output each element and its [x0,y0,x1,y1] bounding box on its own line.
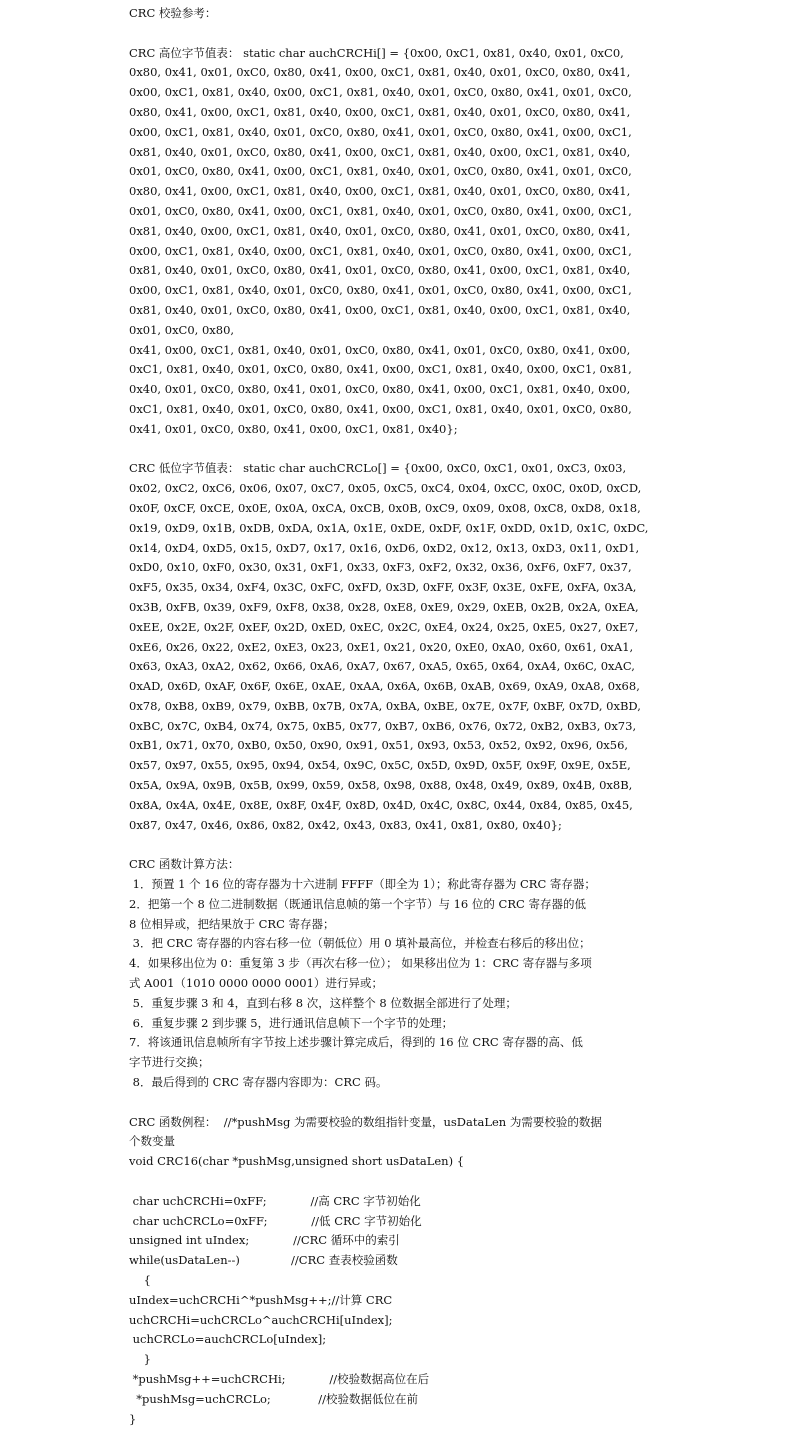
document-title: CRC 校验参考： [129,6,217,20]
method-line: 3．把 CRC 寄存器的内容右移一位（朝低位）用 0 填补最高位，并检查右移后的移出位； [129,936,591,951]
code-line: void CRC16(char *pushMsg,unsigned short usDataLen) { [129,1154,465,1169]
code-line: 0x41, 0x00, 0xC1, 0x81, 0x40, 0x01, 0xC0, 0x80, 0x41, 0x01, 0xC0, 0x80, 0x41, 0x00, [129,342,631,357]
code-line: char uchCRCLo=0xFF; //低 CRC 字节初始化 [129,1213,422,1228]
code-line: 0x78, 0xB8, 0xB9, 0x79, 0xBB, 0x7B, 0x7A, 0xBA, 0xBE, 0x7E, 0x7F, 0xBF, 0x7D, 0xBD, [129,698,641,713]
method-line: 8．最后得到的 CRC 寄存器内容即为：CRC 码。 [129,1075,388,1090]
method-line: 6．重复步骤 2 到步骤 5，进行通讯信息帧下一个字节的处理； [129,1015,454,1030]
code-line: 个数变量 [129,1134,175,1149]
code-line: { [129,1273,151,1287]
code-line: 0x01, 0xC0, 0x80, [129,322,235,337]
method-line: CRC 函数计算方法： [129,857,240,872]
code-line: 0xD0, 0x10, 0xF0, 0x30, 0x31, 0xF1, 0x33, 0xF3, 0xF2, 0x32, 0x36, 0xF6, 0xF7, 0x37, [129,560,632,575]
method-line: 1．预置 1 个 16 位的寄存器为十六进制 FFFF（即全为 1）；称此寄存器为 CRC 寄存器； [129,877,596,892]
code-line: 0x41, 0x01, 0xC0, 0x80, 0x41, 0x00, 0xC1, 0x81, 0x40}; [129,421,458,436]
blank-line [129,440,669,460]
code-line: 0x80, 0x41, 0x00, 0xC1, 0x81, 0x40, 0x00, 0xC1, 0x81, 0x40, 0x01, 0xC0, 0x80, 0x41, [129,184,631,199]
high-byte-table [129,44,669,440]
code-line: 0xB1, 0x71, 0x70, 0xB0, 0x50, 0x90, 0x91, 0x51, 0x93, 0x53, 0x52, 0x92, 0x96, 0x56, [129,738,629,753]
code-line: 0x80, 0x41, 0x01, 0xC0, 0x80, 0x41, 0x00, 0xC1, 0x81, 0x40, 0x01, 0xC0, 0x80, 0x41, [129,65,631,80]
code-line: 0xBC, 0x7C, 0xB4, 0x74, 0x75, 0xB5, 0x77, 0xB7, 0xB6, 0x76, 0x72, 0xB2, 0xB3, 0x73, [129,718,637,733]
code-line: char uchCRCHi=0xFF; //高 CRC 字节初始化 [129,1193,421,1208]
code-line: 0xEE, 0x2E, 0x2F, 0xEF, 0x2D, 0xED, 0xEC, 0x2C, 0xE4, 0x24, 0x25, 0xE5, 0x27, 0xE7, [129,619,639,634]
code-line: uchCRCLo=auchCRCLo[uIndex]; [129,1332,327,1347]
code-line: while(usDataLen--) //CRC 查表校验函数 [129,1253,398,1268]
code-line: 0x14, 0xD4, 0xD5, 0x15, 0xD7, 0x17, 0x16, 0xD6, 0xD2, 0x12, 0x13, 0xD3, 0x11, 0xD1, [129,540,640,555]
method-line: 8 位相异或，把结果放于 CRC 寄存器； [129,916,335,931]
code-line: CRC 函数例程： //*pushMsg 为需要校验的数组指针变量，usDataLen 为需要校验的数据 [129,1114,602,1129]
code-line: 0x57, 0x97, 0x55, 0x95, 0x94, 0x54, 0x9C, 0x5C, 0x5D, 0x9D, 0x5F, 0x9F, 0x9E, 0x5E, [129,758,631,773]
code-line [129,1172,669,1192]
code-line: uchCRCHi=uchCRCLo^auchCRCHi[uIndex]; [129,1312,393,1327]
code-line: 0x00, 0xC1, 0x81, 0x40, 0x00, 0xC1, 0x81, 0x40, 0x01, 0xC0, 0x80, 0x41, 0x00, 0xC1, [129,243,632,258]
code-line: 0x00, 0xC1, 0x81, 0x40, 0x00, 0xC1, 0x81, 0x40, 0x01, 0xC0, 0x80, 0x41, 0x01, 0xC0, [129,85,632,100]
code-line: 0x81, 0x40, 0x01, 0xC0, 0x80, 0x41, 0x01, 0xC0, 0x80, 0x41, 0x00, 0xC1, 0x81, 0x40, [129,263,631,278]
code-line: 0x80, 0x41, 0x00, 0xC1, 0x81, 0x40, 0x00, 0xC1, 0x81, 0x40, 0x01, 0xC0, 0x80, 0x41, [129,104,631,119]
code-line: CRC 高位字节值表： static char auchCRCHi[] = {0x00, 0xC1, 0x81, 0x40, 0x01, 0xC0, [129,45,624,60]
code-line: 0xF5, 0x35, 0x34, 0xF4, 0x3C, 0xFC, 0xFD, 0x3D, 0xFF, 0x3F, 0x3E, 0xFE, 0xFA, 0x3A, [129,580,637,595]
code-line: 0x00, 0xC1, 0x81, 0x40, 0x01, 0xC0, 0x80, 0x41, 0x01, 0xC0, 0x80, 0x41, 0x00, 0xC1, [129,124,632,139]
code-line: 0x01, 0xC0, 0x80, 0x41, 0x00, 0xC1, 0x81, 0x40, 0x01, 0xC0, 0x80, 0x41, 0x00, 0xC1, [129,203,632,218]
method-line: 7．将该通讯信息帧所有字节按上述步骤计算完成后，得到的 16 位 CRC 寄存器的高、低 [129,1035,583,1050]
code-line: 0x5A, 0x9A, 0x9B, 0x5B, 0x99, 0x59, 0x58, 0x98, 0x88, 0x48, 0x49, 0x89, 0x4B, 0x8B, [129,778,633,793]
code-line: 0xC1, 0x81, 0x40, 0x01, 0xC0, 0x80, 0x41, 0x00, 0xC1, 0x81, 0x40, 0x00, 0xC1, 0x81, [129,362,632,377]
code-line: 0x81, 0x40, 0x01, 0xC0, 0x80, 0x41, 0x00, 0xC1, 0x81, 0x40, 0x00, 0xC1, 0x81, 0x40, [129,302,631,317]
method-line: 式 A001（1010 0000 0000 0001）进行异或； [129,976,383,991]
code-line: unsigned int uIndex; //CRC 循环中的索引 [129,1233,400,1248]
code-line: *pushMsg++=uchCRCHi; //校验数据高位在后 [129,1371,430,1386]
code-line: *pushMsg=uchCRCLo; //校验数据低位在前 [129,1391,419,1406]
document [129,4,669,1429]
code-line: 0x0F, 0xCF, 0xCE, 0x0E, 0x0A, 0xCA, 0xCB, 0x0B, 0xC9, 0x09, 0x08, 0xC8, 0xD8, 0x18, [129,500,641,515]
function-example [129,1113,669,1430]
code-line: 0x81, 0x40, 0x00, 0xC1, 0x81, 0x40, 0x01, 0xC0, 0x80, 0x41, 0x01, 0xC0, 0x80, 0x41, [129,223,631,238]
code-line: CRC 低位字节值表： static char auchCRCLo[] = {0x00, 0xC0, 0xC1, 0x01, 0xC3, 0x03, [129,461,627,476]
code-line: } [129,1352,151,1367]
code-line: 0x87, 0x47, 0x46, 0x86, 0x82, 0x42, 0x43, 0x83, 0x41, 0x81, 0x80, 0x40}; [129,817,562,832]
code-line: 0x02, 0xC2, 0xC6, 0x06, 0x07, 0xC7, 0x05, 0xC5, 0xC4, 0x04, 0xCC, 0x0C, 0x0D, 0xCD, [129,481,642,496]
code-line: 0x81, 0x40, 0x01, 0xC0, 0x80, 0x41, 0x00, 0xC1, 0x81, 0x40, 0x00, 0xC1, 0x81, 0x40, [129,144,631,159]
blank-line [129,1093,669,1113]
code-line: } [129,1411,137,1426]
code-line: 0xAD, 0x6D, 0xAF, 0x6F, 0x6E, 0xAE, 0xAA, 0x6A, 0x6B, 0xAB, 0x69, 0xA9, 0xA8, 0x68, [129,679,640,694]
method-line: 字节进行交换； [129,1055,210,1070]
code-line: uIndex=uchCRCHi^*pushMsg++;//计算 CRC [129,1292,393,1307]
code-line: 0xE6, 0x26, 0x22, 0xE2, 0xE3, 0x23, 0xE1, 0x21, 0x20, 0xE0, 0xA0, 0x60, 0x61, 0xA1, [129,639,634,654]
blank-line [129,835,669,855]
code-line: 0xC1, 0x81, 0x40, 0x01, 0xC0, 0x80, 0x41, 0x00, 0xC1, 0x81, 0x40, 0x01, 0xC0, 0x80, [129,401,632,416]
blank-line [129,24,669,44]
code-line: 0x8A, 0x4A, 0x4E, 0x8E, 0x8F, 0x4F, 0x8D, 0x4D, 0x4C, 0x8C, 0x44, 0x84, 0x85, 0x45, [129,797,633,812]
method-line: 5．重复步骤 3 和 4，直到右移 8 次，这样整个 8 位数据全部进行了处理； [129,995,517,1010]
code-line: 0x01, 0xC0, 0x80, 0x41, 0x00, 0xC1, 0x81, 0x40, 0x01, 0xC0, 0x80, 0x41, 0x01, 0xC0, [129,164,632,179]
method-line: 2．把第一个 8 位二进制数据（既通讯信息帧的第一个字节）与 16 位的 CRC 寄存器的低 [129,896,586,911]
calculation-method [129,855,669,1093]
code-line: 0x00, 0xC1, 0x81, 0x40, 0x01, 0xC0, 0x80, 0x41, 0x01, 0xC0, 0x80, 0x41, 0x00, 0xC1, [129,283,632,298]
code-line: 0x63, 0xA3, 0xA2, 0x62, 0x66, 0xA6, 0xA7, 0x67, 0xA5, 0x65, 0x64, 0xA4, 0x6C, 0xAC, [129,659,635,674]
method-line: 4．如果移出位为 0：重复第 3 步（再次右移一位）； 如果移出位为 1：CRC 寄存器与多项 [129,956,592,971]
code-line: 0x3B, 0xFB, 0x39, 0xF9, 0xF8, 0x38, 0x28, 0xE8, 0xE9, 0x29, 0xEB, 0x2B, 0x2A, 0xEA, [129,599,639,614]
low-byte-table [129,459,669,835]
code-line: 0x40, 0x01, 0xC0, 0x80, 0x41, 0x01, 0xC0, 0x80, 0x41, 0x00, 0xC1, 0x81, 0x40, 0x00, [129,382,631,397]
code-line: 0x19, 0xD9, 0x1B, 0xDB, 0xDA, 0x1A, 0x1E, 0xDE, 0xDF, 0x1F, 0xDD, 0x1D, 0x1C, 0xDC, [129,520,649,535]
